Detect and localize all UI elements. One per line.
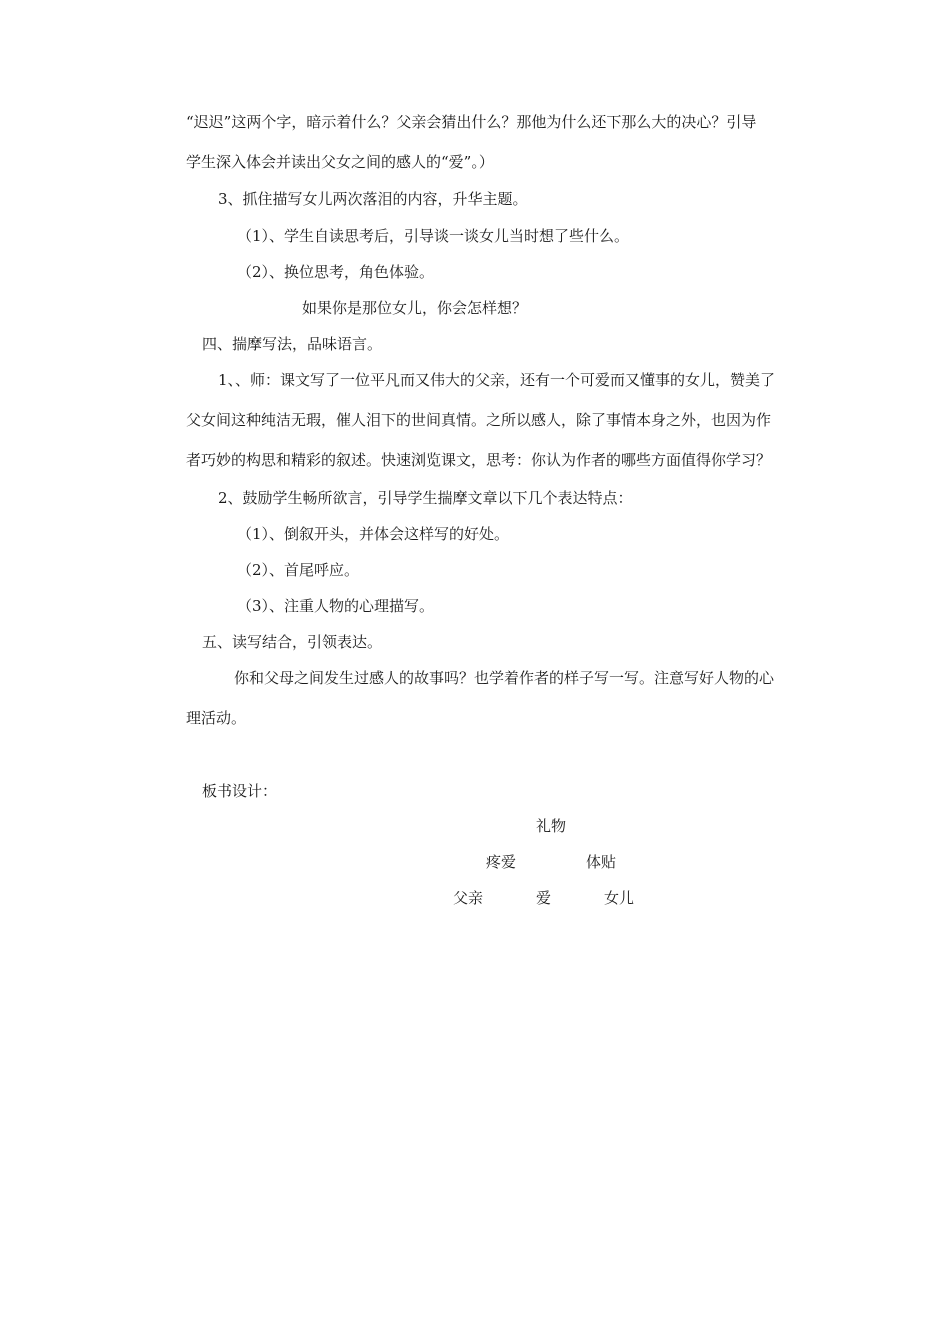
board-mid-left: 疼爱 <box>486 853 517 871</box>
paragraph-line: 学生深入体会并读出父女之间的感人的“爱”。） <box>186 153 494 171</box>
paragraph-line: 者巧妙的构思和精彩的叙述。快速浏览课文，思考：你认为作者的哪些方面值得你学习？ <box>186 451 772 469</box>
paragraph-line: 你和父母之间发生过感人的故事吗？也学着作者的样子写一写。注意写好人物的心 <box>234 669 775 687</box>
paragraph-line: 1、、师：课文写了一位平凡而又伟大的父亲，还有一个可爱而又懂事的女儿，赞美了 <box>218 371 776 389</box>
board-mid-right: 体贴 <box>586 853 617 871</box>
paragraph-line: 理活动。 <box>186 709 247 727</box>
board-top: 礼物 <box>536 817 567 835</box>
sub-item: （1）、倒叙开头，并体会这样写的好处。 <box>237 525 510 543</box>
sub-item: （2）、首尾呼应。 <box>237 561 360 579</box>
sub-item: （1）、学生自读思考后，引导谈一谈女儿当时想了些什么。 <box>237 227 630 245</box>
section-heading: 五、读写结合，引领表达。 <box>202 633 383 651</box>
question-line: 如果你是那位女儿，你会怎样想？ <box>302 299 528 317</box>
section-item: 3、抓住描写女儿两次落泪的内容，升华主题。 <box>218 190 528 208</box>
board-design-label: 板书设计： <box>202 782 278 800</box>
paragraph-line: “迟迟”这两个字，暗示着什么？父亲会猜出什么？那他为什么还下那么大的决心？引导 <box>186 113 757 131</box>
board-bot-left: 父亲 <box>453 889 484 907</box>
paragraph-line: 父女间这种纯洁无瑕，催人泪下的世间真情。之所以感人，除了事情本身之外，也因为作 <box>186 411 772 429</box>
board-bot-center: 爱 <box>536 889 552 907</box>
sub-item: （2）、换位思考，角色体验。 <box>237 263 435 281</box>
section-item: 2、鼓励学生畅所欲言，引导学生揣摩文章以下几个表达特点： <box>218 489 633 507</box>
sub-item: （3）、注重人物的心理描写。 <box>237 597 435 615</box>
section-heading: 四、揣摩写法，品味语言。 <box>202 335 383 353</box>
board-bot-right: 女儿 <box>604 889 635 907</box>
